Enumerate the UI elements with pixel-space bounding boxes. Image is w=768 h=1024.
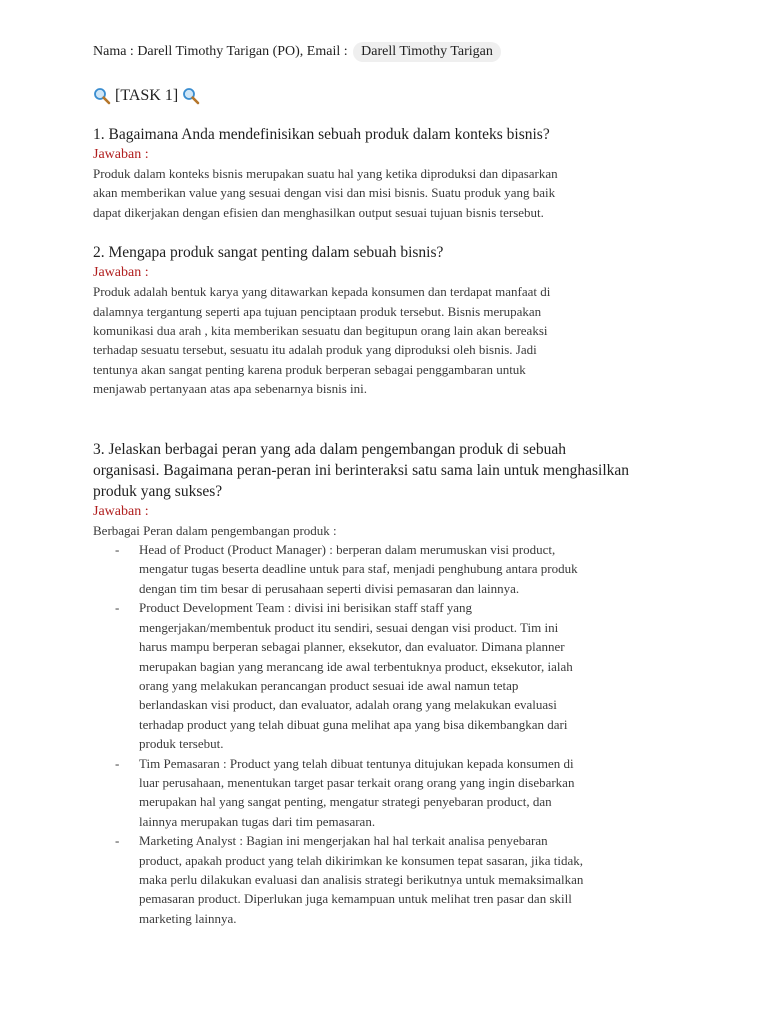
role-line: orang yang melakukan perancangan product sesuai ide awal namun tetap: [139, 677, 519, 693]
answer-label-1: Jawaban :: [93, 147, 149, 162]
answer-line: dalamnya tergantung seperti apa tujuan penciptaan produk tersebut. Bisnis merupakan: [93, 303, 542, 319]
answer-line: tentunya akan sangat penting karena produk berperan sebagai penggambaran untuk: [93, 361, 526, 377]
email-label: Email :: [306, 44, 348, 59]
role-item-tim-pemasaran: [93, 754, 683, 832]
bullet-dash: -: [115, 600, 120, 616]
answer-label-2: Jawaban :: [93, 265, 149, 281]
role-item-marketing-analyst: [93, 831, 683, 928]
bullet-dash: -: [115, 833, 120, 849]
role-line: merupakan bagian yang merancang ide awal terbentuknya product, eksekutor, ialah: [139, 658, 573, 674]
answer-line: komunikasi dua arah , kita memberikan sesuatu dan begitupun orang lain akan bereaksi: [93, 323, 548, 339]
role-line: merupakan hal yang sangat penting, mengatur strategi penyebaran product, dan: [139, 794, 552, 810]
answer-2: [93, 282, 683, 398]
role-line: Tim Pemasaran : Product yang telah dibuat tentunya ditujukan kepada konsumen di: [139, 755, 574, 771]
name-label: Nama : Darell Timothy Tarigan (PO),: [93, 44, 304, 59]
role-line: marketing lainnya.: [139, 910, 237, 926]
roles-list: [93, 540, 683, 928]
magnifying-glass-icon: [182, 87, 200, 105]
answer-1: [93, 164, 683, 222]
answer-line: Produk adalah bentuk karya yang ditawarkan kepada konsumen dan terdapat manfaat di: [93, 284, 551, 300]
role-line: luar perusahaan, menentukan target pasar terkait orang orang yang ingin disebarkan: [139, 774, 575, 790]
role-line: Product Development Team : divisi ini berisikan staff staff yang: [139, 600, 473, 616]
role-line: terhadap product yang telah dibuat guna melihat apa yang bisa dikembangkan dari: [139, 716, 568, 732]
role-line: mengatur tugas beserta deadline untuk para staf, menjadi penghubung antara produk: [139, 561, 578, 577]
role-line: product, apakah product yang telah dikirimkan ke konsumen tepat sasaran, jika tidak,: [139, 852, 584, 868]
bullet-dash: -: [115, 542, 120, 558]
bullet-dash: -: [115, 755, 120, 771]
answer-line: Produk dalam konteks bisnis merupakan suatu hal yang ketika diproduksi dan dipasarkan: [93, 166, 558, 181]
role-line: harus mampu berperan sebagai planner, eksekutor, dan evaluator. Dimana planner: [139, 639, 565, 655]
question-line: produk yang sukses?: [93, 482, 223, 500]
role-item-head-of-product: [93, 540, 683, 598]
document-page: [93, 40, 683, 928]
role-item-product-development-team: [93, 598, 683, 753]
role-line: Marketing Analyst : Bagian ini mengerjakan hal hal terkait analisa penyebaran: [139, 833, 548, 849]
role-line: mengerjakan/membentuk product itu sendiri, sesuai dengan visi product. Tim ini: [139, 619, 559, 635]
answer-label-3: Jawaban :: [93, 503, 149, 519]
role-line: lainnya merupakan tugas dari tim pemasaran.: [139, 813, 376, 829]
magnifying-glass-icon: [93, 87, 111, 105]
answer-line: menjawab pertanyaan atas apa sebenarnya bisnis ini.: [93, 381, 367, 397]
role-line: produk tersebut.: [139, 736, 224, 752]
roles-intro: Berbagai Peran dalam pengembangan produk :: [93, 522, 337, 538]
answer-line: akan memberikan value yang sesuai dengan visi dan misi bisnis. Suatu produk yang baik: [93, 185, 556, 201]
question-1: 1. Bagaimana Anda mendefinisikan sebuah produk dalam konteks bisnis?: [93, 126, 550, 143]
header-line: [93, 40, 683, 64]
role-line: Head of Product (Product Manager) : berperan dalam merumuskan visi product,: [139, 542, 556, 558]
question-3: [93, 439, 683, 502]
question-2: 2. Mengapa produk sangat penting dalam sebuah bisnis?: [93, 244, 444, 262]
task-title: [93, 84, 683, 108]
question-line: organisasi. Bagaimana peran-peran ini berinteraksi satu sama lain untuk menghasilkan: [93, 461, 630, 479]
role-line: berlandaskan visi product, dan evaluator, adalah orang yang melakukan evaluasi: [139, 697, 557, 713]
role-line: dengan tim tim besar di perusahaan seperti divisi pemasaran dan lainnya.: [139, 580, 520, 596]
question-line: 3. Jelaskan berbagai peran yang ada dalam pengembangan produk di sebuah: [93, 440, 567, 458]
email-chip[interactable]: Darell Timothy Tarigan: [353, 42, 501, 62]
role-line: maka perlu dilakukan evaluasi dan analisis strategi berikutnya untuk memaksimalkan: [139, 871, 584, 887]
task-title-text: [TASK 1]: [115, 87, 179, 104]
role-line: pemasaran product. Diperlukan juga kemampuan untuk melihat tren pasar dan skill: [139, 891, 572, 907]
answer-line: dapat dikerjakan dengan efisien dan menghasilkan output sesuai tujuan bisnis tersebut.: [93, 204, 544, 220]
answer-line: terhadap sesuatu tersebut, sesuatu itu adalah produk yang diproduksi oleh bisnis. Jadi: [93, 342, 537, 358]
